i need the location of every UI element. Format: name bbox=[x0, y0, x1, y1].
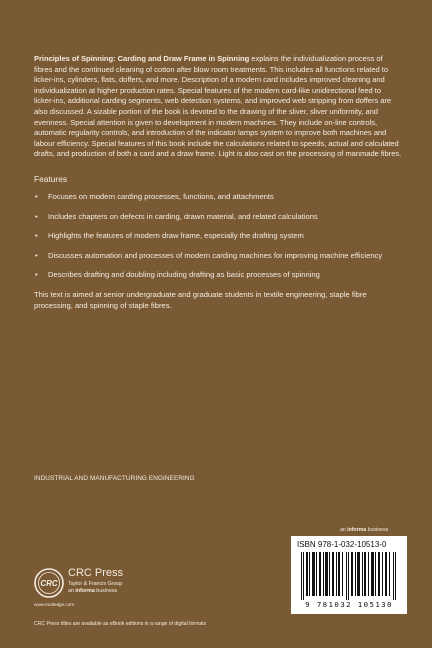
informa-tagline: an informa business bbox=[340, 527, 389, 533]
ebook-footer: CRC Press titles are available as eBook editions in a range of digital formats bbox=[34, 621, 207, 627]
publisher-name: CRC Press bbox=[68, 567, 124, 579]
feature-item: • Focuses on modern carding processes, functions, and attachments bbox=[35, 191, 274, 201]
feature-item: • Includes chapters on defects in carding, drawn material, and related calculations bbox=[35, 211, 318, 221]
barcode-icon bbox=[301, 552, 397, 600]
description-body: explains the individualization process of fibres and the continued cleaning of cotton after blow room treatments. This includes all functions related to licker-ins, cylinders, flats, doffers, and more. Description of a modern card includes improved cleaning and individualization at higher production rates. Special features of the modern card-like unidirectional feed to licker-ins, additional carding segments, web detection systems, and improved web stripping from doffers are also discussed. A sizable portion of the book is devoted to the drawing of the sliver, sliver uniformity, and evenness. Special attention is given to development in modern machines. They include on-line controls, automatic regularity controls, and introduction of the indicator lamps system to improve both machines and labour efficiency. Special features of this book include the calculations related to speeds, actual and calculated drafts, and production of both a card and a draw frame. Light is also cast on the processing of manmade fibres. bbox=[34, 54, 402, 159]
feature-item: • Discusses automation and processes of modern carding machines for improving machine efficiency bbox=[35, 250, 383, 260]
crc-press-logo-icon bbox=[34, 568, 64, 598]
barcode-panel bbox=[291, 536, 407, 614]
publisher-informa: an informa business bbox=[68, 588, 118, 594]
bullet-icon: • bbox=[35, 270, 38, 280]
publisher-url: www.routledge.com bbox=[34, 602, 75, 607]
subject-category: INDUSTRIAL AND MANUFACTURING ENGINEERING bbox=[34, 475, 195, 482]
bullet-icon: • bbox=[35, 250, 38, 260]
bullet-icon: • bbox=[35, 191, 38, 201]
bullet-icon: • bbox=[35, 211, 38, 221]
features-heading: Features bbox=[34, 173, 68, 184]
book-description bbox=[34, 54, 402, 160]
cover-text-block bbox=[34, 54, 402, 311]
barcode-number: 9 781032 105130 bbox=[305, 600, 393, 609]
isbn-label: ISBN 978-1-032-10513-0 bbox=[297, 540, 387, 549]
book-title: Principles of Spinning: Carding and Draw Frame in Spinning bbox=[34, 54, 250, 63]
features-list bbox=[34, 192, 402, 281]
crc-logo-text: CRC bbox=[40, 579, 58, 588]
bullet-icon: • bbox=[35, 231, 38, 241]
publisher-group: Taylor & Francis Group bbox=[68, 581, 123, 587]
feature-item: • Describes drafting and doubling including drafting as basic processes of spinning bbox=[35, 270, 320, 280]
audience-text: This text is aimed at senior undergraduate and graduate students in textile engineering, staple fibre processing, and spinning of staple fibres. bbox=[34, 289, 367, 310]
feature-item: • Highlights the features of modern draw frame, especially the drafting system bbox=[35, 231, 304, 241]
